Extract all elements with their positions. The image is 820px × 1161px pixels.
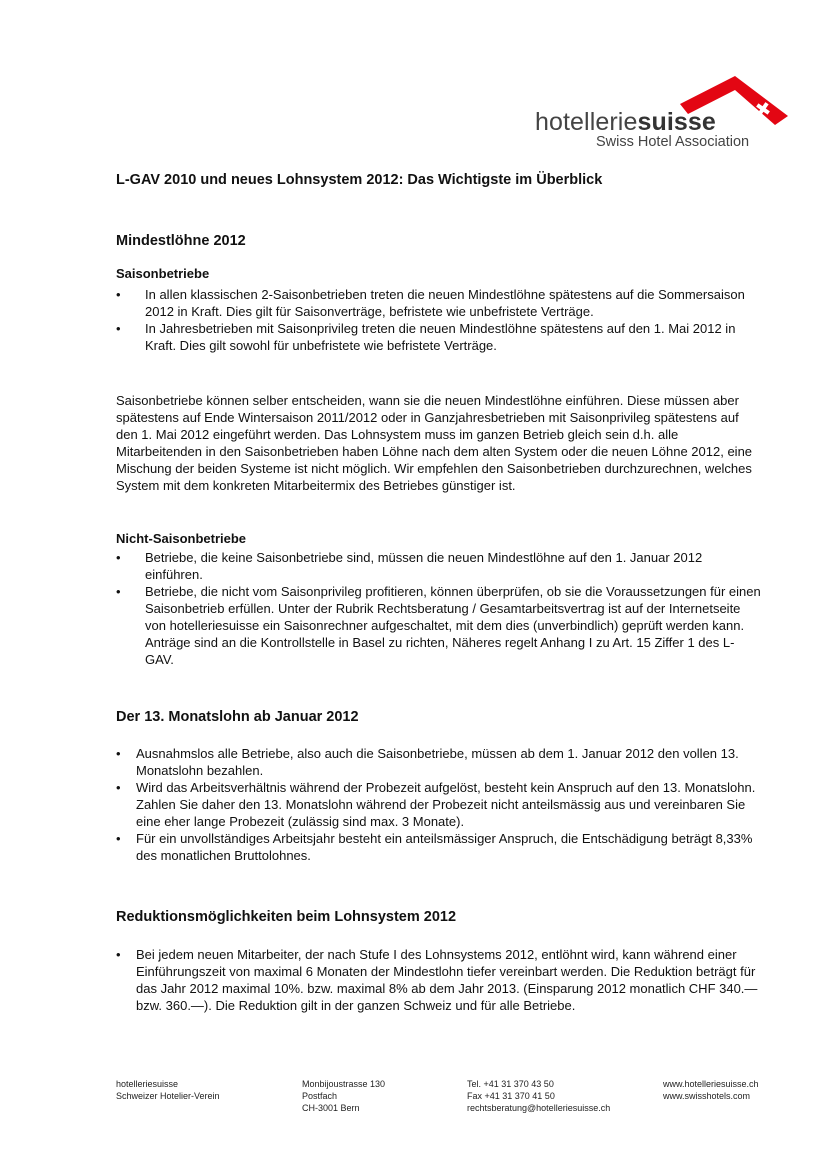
list-item: • Für ein unvollständiges Arbeitsjahr besteht ein anteilsmässiger Anspruch, die Entschädigung beträgt 8,33% des monatlichen Bruttolohnes.: [116, 830, 761, 864]
subheading-saisonbetriebe: Saisonbetriebe: [116, 266, 210, 281]
footer-phone: Tel. +41 31 370 43 50: [467, 1079, 554, 1089]
saisonbetriebe-paragraph: Saisonbetriebe können selber entscheiden, wann sie die neuen Mindestlöhne einführen. Diese müssen aber spätestens auf Ende Wintersaison 2011/2012 oder in Ganzjahresbetrieben mit Saisonprivileg spätestens auf den 1. Mai 2012 eingeführt werden. Das Lohnsystem muss im ganzen Betrieb gleich sein d.h. alle Mitarbeitenden in den Saisonbetrieben haben Löhne nach dem alten System oder die neuen Löhne 2012, eine Mischung der beiden Systeme ist nicht möglich. Wir empfehlen den Saisonbetrieben durchzurechnen, welches System mit dem konkreten Mitarbeitermix des Betriebes günstiger ist.: [116, 393, 753, 493]
nicht-saisonbetriebe-list: [116, 549, 761, 668]
footer-line: Schweizer Hotelier-Verein: [116, 1091, 220, 1101]
document-title: L-GAV 2010 und neues Lohnsystem 2012: Das Wichtigste im Überblick: [116, 172, 603, 188]
list-item: • Ausnahmslos alle Betriebe, also auch die Saisonbetriebe, müssen ab dem 1. Januar 2012 den vollen 13. Monatslohn bezahlen.: [116, 745, 761, 779]
section-heading-reduktion: Reduktionsmöglichkeiten beim Lohnsystem 2012: [116, 909, 457, 925]
logo-word-light: hotellerie: [535, 108, 638, 136]
list-item: • Betriebe, die nicht vom Saisonprivileg profitieren, können überprüfen, ob sie die Voraussetzungen für einen Saisonbetrieb erfüllen. Unter der Rubrik Rechtsberatung / Gesamtarbeitsvertrag ist auf der Internetseite von hotelleriesuisse ein Saisonrechner aufgeschaltet, mit dem dies (unverbindlich) geprüft werden kann. Anträge sind an die Kontrollstelle in Basel zu richten, Näheres regelt Anhang I zu Art. 15 Ziffer 1 des L-GAV.: [116, 583, 761, 668]
logo-word-bold: suisse: [637, 108, 716, 136]
list-item: • In allen klassischen 2-Saisonbetrieben treten die neuen Mindestlöhne spätestens auf die Sommersaison 2012 in Kraft. Dies gilt für Saisonverträge, befristete wie unbefristete Verträge.: [116, 286, 761, 320]
footer-line: Monbijoustrasse 130: [302, 1079, 386, 1089]
logo-wordmark: [535, 108, 716, 137]
list-item: • Betriebe, die keine Saisonbetriebe sind, müssen die neuen Mindestlöhne auf den 1. Januar 2012 einführen.: [116, 549, 761, 583]
footer-website-link[interactable]: www.swisshotels.com: [663, 1091, 751, 1101]
list-item: • Bei jedem neuen Mitarbeiter, der nach Stufe I des Lohnsystems 2012, entlöhnt wird, kann während einer Einführungszeit von maximal 6 Monaten der Mindestlohn tiefer vereinbart werden. Die Reduktion beträgt für das Jahr 2012 maximal 10%. bzw. maximal 8% ab dem Jahr 2013. (Einsparung 2012 monatlich CHF 340.— bzw. 360.—). Die Reduktion gilt in der ganzen Schweiz und für alle Betriebe.: [116, 946, 761, 1014]
footer-line: CH-3001 Bern: [302, 1103, 360, 1113]
list-item: • In Jahresbetrieben mit Saisonprivileg treten die neuen Mindestlöhne spätestens auf den 1. Mai 2012 in Kraft. Dies gilt sowohl für unbefristete wie befristete Verträge.: [116, 320, 761, 354]
logo-subtitle: Swiss Hotel Association: [596, 134, 750, 150]
footer-email-link[interactable]: rechtsberatung@hotelleriesuisse.ch: [467, 1103, 611, 1113]
section-heading-mindestloehne: Mindestlöhne 2012: [116, 233, 246, 249]
footer-web: [663, 1078, 759, 1102]
footer-website-link[interactable]: www.hotelleriesuisse.ch: [663, 1079, 759, 1089]
footer-fax: Fax +41 31 370 41 50: [467, 1091, 555, 1101]
saisonbetriebe-list: [116, 286, 761, 354]
list-item: • Wird das Arbeitsverhältnis während der Probezeit aufgelöst, besteht kein Anspruch auf den 13. Monatslohn. Zahlen Sie daher den 13. Monatslohn während der Probezeit nicht anteilsmässig aus und vereinbaren Sie eine eher lange Probezeit (zulässig sind max. 3 Monate).: [116, 779, 761, 830]
section-heading-monatslohn: Der 13. Monatslohn ab Januar 2012: [116, 709, 359, 725]
footer-line: Postfach: [302, 1091, 338, 1101]
footer-address: [302, 1078, 385, 1114]
footer-line: hotelleriesuisse: [116, 1079, 179, 1089]
footer-contact: [467, 1078, 610, 1114]
reduktion-list: [116, 946, 761, 1014]
footer-organisation: [116, 1078, 220, 1102]
subheading-nicht-saisonbetriebe: Nicht-Saisonbetriebe: [116, 531, 247, 546]
hotelleriesuisse-logo: [530, 76, 792, 156]
monatslohn-list: [116, 745, 761, 864]
